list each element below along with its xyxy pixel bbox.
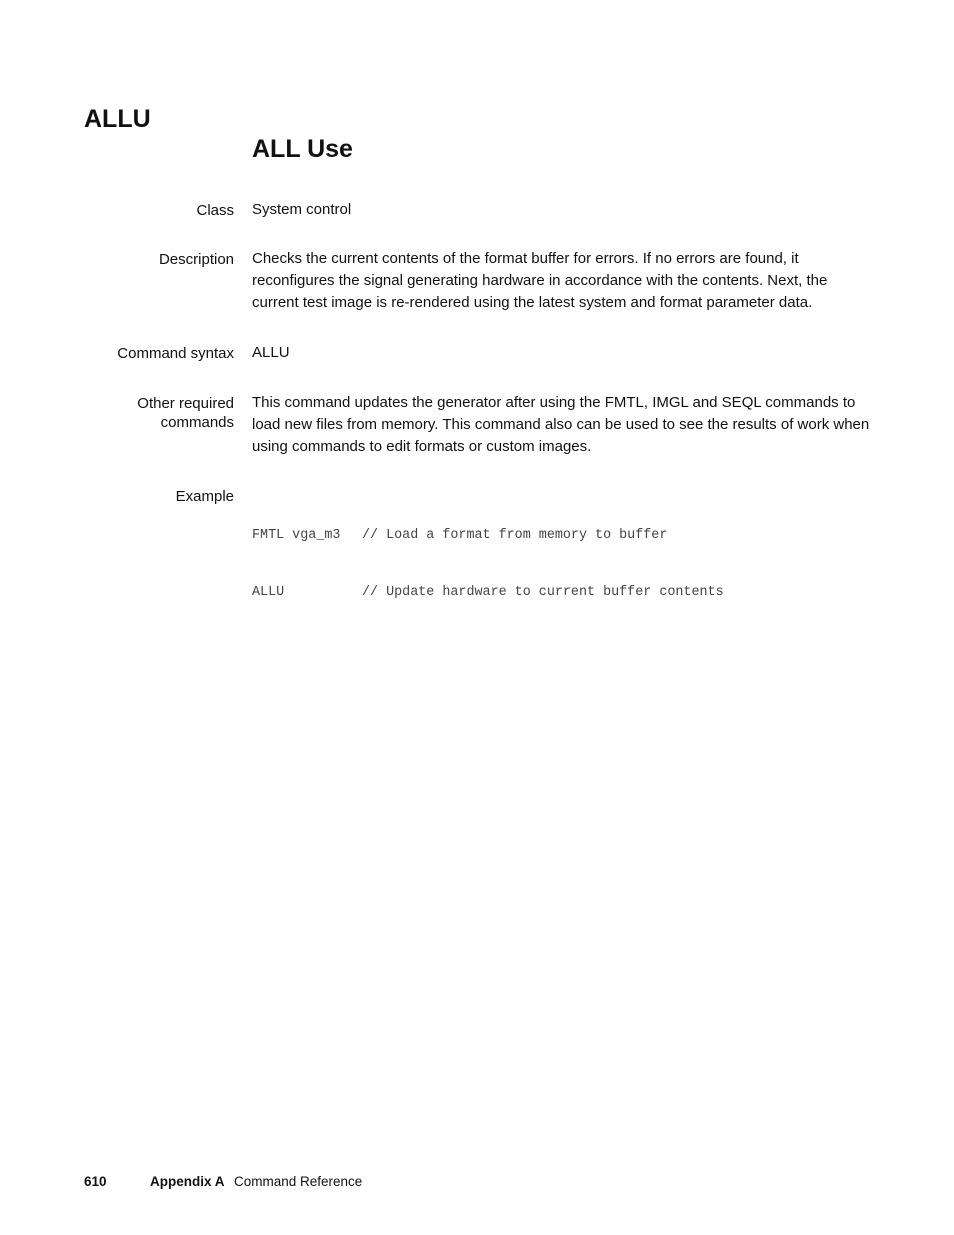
- other-required-value: This command updates the generator after using the FMTL, IMGL and SEQL commands to load new files from memory. This command also can be used to see the results of work when using commands to edit formats or custom images.: [252, 394, 870, 455]
- description-value: Checks the current contents of the format buffer for errors. If no errors are found, it reconfigures the signal generating hardware in accordance with the contents. Next, the current test image is re-rendered using the latest system and format parameter data.: [252, 250, 828, 311]
- description-label: Description: [158, 251, 234, 268]
- page-number: 610: [84, 1174, 107, 1189]
- footer-section: Command Reference: [234, 1174, 363, 1189]
- other-required-label-line1: Other required: [137, 395, 234, 412]
- other-required-label-line2: commands: [160, 414, 234, 431]
- example-code-line: [252, 583, 872, 602]
- example-code-comment: // Update hardware to current buffer contents: [362, 585, 724, 600]
- syntax-label: Command syntax: [117, 345, 234, 362]
- syntax-value: ALLU: [252, 344, 290, 361]
- example-code-line: [252, 526, 872, 545]
- example-label: Example: [175, 488, 234, 505]
- footer-appendix: Appendix A: [150, 1174, 225, 1189]
- class-label: Class: [196, 202, 234, 219]
- example-code-command: FMTL vga_m3: [252, 528, 341, 543]
- class-value: System control: [252, 201, 352, 218]
- other-required-label: [54, 394, 234, 432]
- command-title: ALL Use: [252, 135, 353, 163]
- example-code-comment: // Load a format from memory to buffer: [362, 528, 668, 543]
- command-name: ALLU: [84, 105, 151, 133]
- example-code-command: ALLU: [252, 585, 285, 600]
- example-code-block: [252, 488, 872, 640]
